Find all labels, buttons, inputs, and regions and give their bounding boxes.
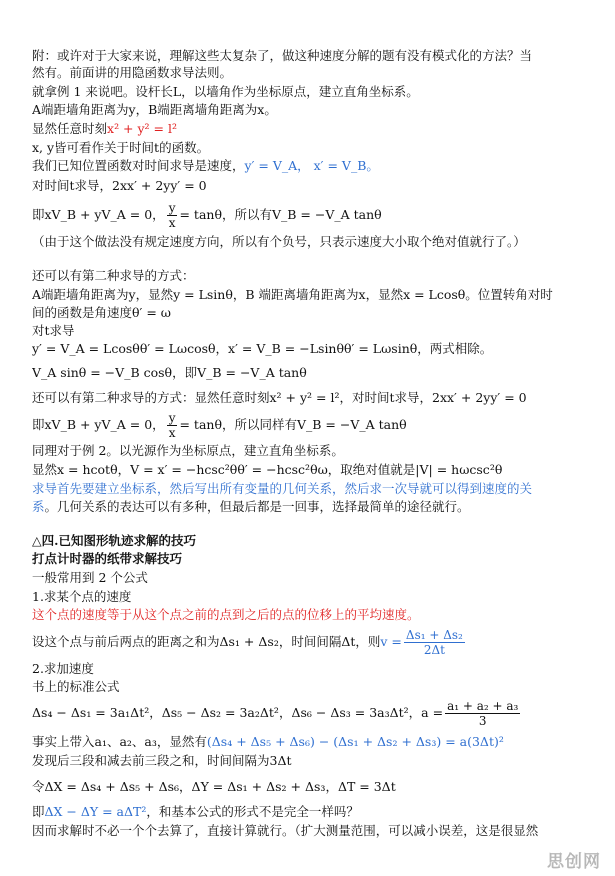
section-heading: △四.已知图形轨迹求解的技巧 (32, 533, 196, 548)
paragraph-line: 还可以有第二种求导的方式： (32, 268, 195, 283)
paragraph-line: 1.求某个点的速度 (32, 589, 132, 604)
fraction-numerator: Δs₁ + Δs₂ (405, 628, 463, 642)
fraction (445, 699, 520, 728)
paragraph-line: y′ = V_A = Lcosθθ′ = Lωcosθ，x′ = V_B = −Lsinθθ′ = Lωsinθ，两式相除。 (32, 341, 493, 356)
equation-blue: y′ = V_A， x′ = V_B。 (244, 158, 379, 173)
paragraph-line: 令ΔX = Δs₄ + Δs₅ + Δs₆，ΔY = Δs₁ + Δs₂ + Δs₃，ΔT = 3Δt (32, 779, 396, 794)
equation-blue: v = (380, 634, 402, 649)
paragraph-line (32, 121, 592, 137)
paragraph-line: 显然x = hcotθ，V = x′ = −hcsc²θθ′ = −hcsc²θω，取绝对值就是|V| = hωcsc²θ (32, 462, 503, 477)
paragraph-line: 发现后三段和减去前三段之和，时间间隔为3Δt (32, 753, 292, 768)
paragraph-line: 就拿例 1 来说吧。设杆长L，以墙角作为坐标原点，建立直角坐标系。 (32, 84, 419, 99)
equation-red: x² + y² = l² (107, 121, 177, 136)
fraction-numerator: y (168, 201, 176, 215)
paragraph-line: A端距墙角距离为y，显然y = Lsinθ，B 端距离墙角距离为x，显然x = Lcosθ。位置转角对时 (32, 287, 553, 302)
paragraph-line (32, 697, 592, 729)
text: 显然任意时刻 (32, 121, 108, 136)
paragraph-line: x, y皆可看作关于时间t的函数。 (32, 140, 210, 155)
paragraph-line: 附：或许对于大家来说，理解这些太复杂了，做这种速度分解的题有没有模式化的方法？当 (32, 48, 533, 63)
text: 即xV_B + yV_A = 0， (32, 417, 165, 432)
paragraph-line: 因而求解时不必一个个去算了，直接计算就行。（扩大测量范围，可以减小误差，这是很显然 (32, 823, 539, 838)
paragraph-line: 对时间t求导，2xx′ + 2yy′ = 0 (32, 178, 207, 193)
text-blue: 系 (32, 499, 45, 514)
fraction (167, 411, 178, 440)
highlight-line-blue: 求导首先要建立坐标系，然后写出所有变量的几何关系，然后求一次导就可以得到速度的关 (32, 481, 533, 496)
equation-blue: ΔX − ΔY = aΔT² (44, 804, 147, 819)
fraction-denominator: x (168, 216, 176, 230)
paragraph-line (32, 734, 592, 750)
watermark-logo: 思创网 (547, 852, 601, 872)
text: = tanθ，所以有V_B = −V_A tanθ (179, 207, 382, 222)
text: 我们已知位置函数对时间求导是速度， (32, 158, 245, 173)
text: = tanθ，所以同样有V_B = −V_A tanθ (179, 417, 407, 432)
paragraph-line (32, 158, 592, 174)
text: 即 (32, 804, 45, 819)
paragraph-line: 一般常用到 2 个公式 (32, 570, 148, 585)
text: 事实上带入a₁、a₂、a₃，显然有 (32, 734, 207, 749)
text: ，和基本公式的形式不是完全一样吗？ (146, 804, 359, 819)
paragraph-line: A端距墙角距离为y，B端距离墙角距离为x。 (32, 102, 277, 117)
highlight-line-red: 这个点的速度等于从这个点之前的点到之后的点的位移上的平均速度。 (32, 607, 420, 622)
fraction (404, 628, 465, 657)
equation-blue: (Δs₄ + Δs₅ + Δs₆) − (Δs₁ + Δs₂ + Δs₃) = a(3Δt)² (206, 734, 504, 749)
paragraph-line: 然有。前面讲的用隐函数求导法则。 (32, 65, 233, 80)
text: 设这个点与前后两点的距离之和为Δs₁ + Δs₂，时间间隔Δt，则 (32, 634, 381, 649)
text: 。几何关系的表达可以有多种，但最后都是一回事，选择最简单的途径就行。 (44, 499, 470, 514)
text: 即xV_B + yV_A = 0， (32, 207, 165, 222)
paragraph-line: 2.求加速度 (32, 661, 94, 676)
paragraph-line: （由于这个做法没有规定速度方向，所以有个负号，只表示速度大小取个绝对值就行了。） (32, 234, 526, 249)
paragraph-line: V_A sinθ = −V_B cosθ，即V_B = −V_A tanθ (32, 365, 307, 380)
paragraph-line: 对t求导 (32, 323, 75, 338)
paragraph-line: 书上的标准公式 (32, 679, 120, 694)
fraction-numerator: y (168, 411, 176, 425)
paragraph-line: 同理对于例 2。以光源作为坐标原点，建立直角坐标系。 (32, 443, 344, 458)
paragraph-line (32, 200, 592, 230)
fraction (167, 201, 178, 230)
fraction-numerator: a₁ + a₂ + a₃ (447, 699, 519, 713)
paragraph-line (32, 499, 592, 515)
paragraph-line: 还可以有第二种求导的方式：显然任意时刻x² + y² = l²，对时间t求导，2xx′ + 2yy′ = 0 (32, 390, 527, 405)
fraction-denominator: 3 (478, 714, 487, 728)
fraction-denominator: 2Δt (423, 643, 445, 657)
paragraph-line (32, 410, 592, 440)
text: Δs₄ − Δs₁ = 3a₁Δt²，Δs₅ − Δs₂ = 3a₂Δt²，Δs₆ − Δs₃ = 3a₃Δt²，a = (32, 705, 444, 720)
section-subheading: 打点计时器的纸带求解技巧 (32, 551, 183, 566)
paragraph-line (32, 804, 592, 820)
paragraph-line (32, 626, 592, 658)
paragraph-line: 间的函数是角速度θ′ = ω (32, 305, 171, 320)
fraction-denominator: x (168, 426, 176, 440)
